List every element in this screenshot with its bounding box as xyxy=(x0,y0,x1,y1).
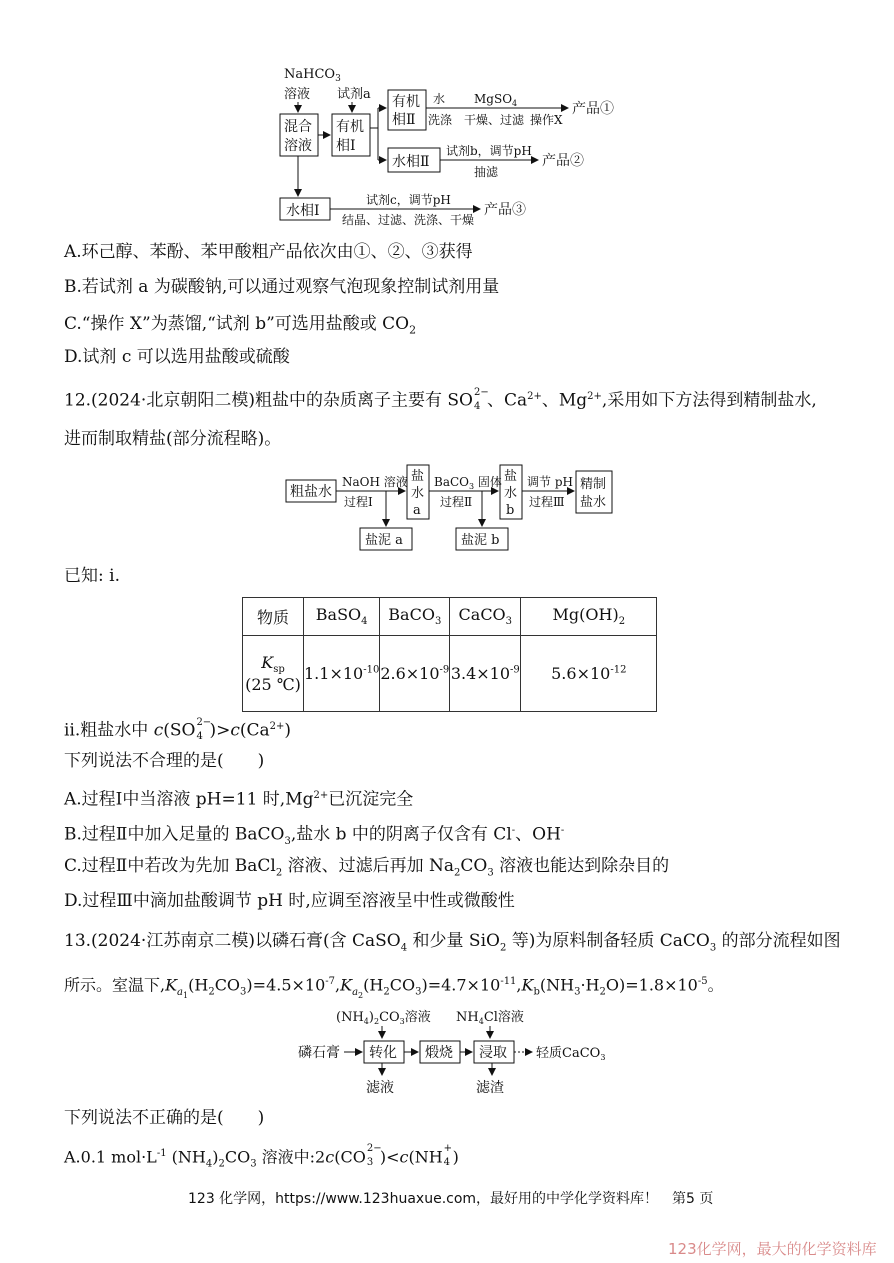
ksp-header-baso4: BaSO$_4$ xyxy=(304,598,380,636)
mixed-solution-label-1: 混合 xyxy=(284,119,312,135)
aqueous-phase-2-label: 水相Ⅱ xyxy=(392,154,430,170)
refined-brine-label-1: 精制 xyxy=(580,477,607,492)
adjust-ph-label: 调节 pH xyxy=(527,475,573,489)
q12-option-d: D.过程Ⅲ中滴加盐酸调节 pH 时,应调至溶液呈中性或微酸性 xyxy=(64,891,515,911)
process-1-label: 过程Ⅰ xyxy=(344,495,373,509)
phosphogypsum-label: 磷石膏 xyxy=(298,1045,340,1061)
reagent-b-label: 试剂b，调节pH xyxy=(446,144,532,158)
wash-label: 洗涤 xyxy=(428,113,453,127)
operation-x-label: 操作X xyxy=(530,113,563,127)
ksp-header-caco3: CaCO$_3$ xyxy=(450,598,521,636)
ksp-mgoh2-value: $5.6\times 10^{-12}$ xyxy=(521,636,657,712)
ksp-baco3-value: $2.6\times 10^{-9}$ xyxy=(380,636,450,712)
q13-stem-line1: 13.(2024·江苏南京二模)以磷石膏(含 CaSO$_4$ 和少量 SiO$_2$ 等)为原料制备轻质 CaCO$_3$ 的部分流程如图 xyxy=(64,931,841,954)
brine-b-label-2: 水 xyxy=(504,486,518,501)
q11-option-b: B.若试剂 a 为碳酸钠,可以通过观察气泡现象控制试剂用量 xyxy=(64,277,500,297)
organic-phase-2-label-1: 有机 xyxy=(392,94,420,110)
q11-option-c: C.“操作 X”为蒸馏,“试剂 b”可选用盐酸或 $CO_2$ xyxy=(64,314,417,337)
brine-b-label-3: b xyxy=(506,503,515,518)
product-1-label: 产品① xyxy=(572,101,614,117)
conversion-label: 转化 xyxy=(369,1045,397,1061)
ksp-baso4-value: $1.1\times 10^{-10}$ xyxy=(304,636,380,712)
filtrate-label: 滤液 xyxy=(366,1080,394,1096)
salt-mud-b-label: 盐泥 b xyxy=(461,533,500,548)
ksp-caco3-value: $3.4\times 10^{-9}$ xyxy=(450,636,521,712)
organic-phase-2-label-2: 相Ⅱ xyxy=(392,112,416,128)
q12-stem-line1: 12.(2024·北京朝阳二模)粗盐中的杂质离子主要有 SO 2− 4 、$Ca^{2+}$、$Mg^{2+}$,采用如下方法得到精制盐水, xyxy=(64,386,817,412)
q12-question: 下列说法不合理的是( ) xyxy=(64,751,265,771)
q12-stem-line2: 进而制取精盐(部分流程略)。 xyxy=(64,429,282,449)
mixed-solution-label-2: 溶液 xyxy=(284,138,312,154)
watermark: 123化学网，最大的化学资料库 xyxy=(668,1240,877,1258)
reagent-c-label: 试剂c，调节pH xyxy=(366,193,451,207)
water-label: 水 xyxy=(433,92,446,106)
brine-a-label-2: 水 xyxy=(411,486,425,501)
aqueous-phase-1-label: 水相Ⅰ xyxy=(286,203,320,219)
q12-option-b: B.过程Ⅱ中加入足量的 BaCO$_3$,盐水 b 中的阴离子仅含有 Cl-、OH- xyxy=(64,824,565,848)
ksp-header-substance: 物质 xyxy=(243,598,304,636)
ammonium-carbonate-label: $(NH_4)_2CO_3$溶液 xyxy=(336,1010,431,1026)
q13-option-a: A.0.1 $mol\cdot L^{-1}$ $(NH_4)_2CO_3$ 溶液中:2c(CO 2− 3 )<c(NH + 4 ) xyxy=(64,1143,459,1170)
nahco3-label: NaHCO$_3$ xyxy=(284,67,341,84)
q12-option-c: C.过程Ⅱ中若改为先加 BaCl$_2$ 溶液、过滤后再加 $Na_2CO_3$ 溶液也能达到除杂目的 xyxy=(64,856,670,879)
organic-phase-1-label-1: 有机 xyxy=(336,119,364,135)
crystallize-label: 结晶、过滤、洗涤、干燥 xyxy=(342,213,475,227)
dry-filter-label: 干燥、过滤 xyxy=(464,113,525,127)
leaching-label: 浸取 xyxy=(479,1045,507,1061)
known-label: 已知: ⅰ. xyxy=(64,566,120,586)
product-3-label: 产品③ xyxy=(484,202,526,218)
nahco3-solution-label: 溶液 xyxy=(284,87,311,102)
crude-brine-label: 粗盐水 xyxy=(290,484,332,500)
ksp-header-mgoh2: $Mg(OH)_2$ xyxy=(521,598,657,636)
naoh-label: NaOH 溶液 xyxy=(342,475,408,489)
salt-mud-a-label: 盐泥 a xyxy=(365,533,403,548)
brine-a-label-1: 盐 xyxy=(411,469,425,484)
brine-a-label-3: a xyxy=(413,503,421,518)
suction-filter-label: 抽滤 xyxy=(474,165,499,179)
q11-option-a: A.环己醇、苯酚、苯甲酸粗产品依次由①、②、③获得 xyxy=(64,242,473,262)
q13-question: 下列说法不正确的是( ) xyxy=(64,1108,265,1128)
ksp-header-baco3: BaCO$_3$ xyxy=(380,598,450,636)
calcination-label: 煅烧 xyxy=(425,1045,453,1061)
known-ii: ⅱ.粗盐水中 c(SO 2− 4 )$>c(Ca^{2+})$ xyxy=(64,716,292,742)
mgso4-label: MgSO$_4$ xyxy=(474,92,518,108)
ksp-row-label: $K_{sp}$ (25 ℃) xyxy=(243,636,304,712)
refined-brine-label-2: 盐水 xyxy=(580,495,607,510)
q11-option-d: D.试剂 c 可以选用盐酸或硫酸 xyxy=(64,347,290,367)
residue-label: 滤渣 xyxy=(476,1080,504,1096)
product-2-label: 产品② xyxy=(542,153,584,169)
q13-stem-line2: 所示。室温下$,K_{a_1}(H_2CO_3)=4.5\times 10^{-7},K_{a_2}(H_2CO_3)=4.7\times 10^{-11},K_b(NH_3\cdot H_2O)=1.8\times 10^{-5}$。 xyxy=(64,975,724,1000)
q12-option-a: A.过程Ⅰ中当溶液 pH=11 时$,Mg^{2+}$已沉淀完全 xyxy=(64,789,414,810)
reagent-a-label: 试剂a xyxy=(337,87,371,102)
process-3-label: 过程Ⅲ xyxy=(529,495,565,509)
light-caco3-label: 轻质CaCO$_3$ xyxy=(536,1046,606,1062)
brine-b-label-1: 盐 xyxy=(504,469,518,484)
page-footer: 123 化学网，https://www.123huaxue.com，最好用的中学化学资料库！ 第5 页 xyxy=(188,1191,714,1207)
ammonium-chloride-label: $NH_4Cl$溶液 xyxy=(456,1010,524,1026)
organic-phase-1-label-2: 相Ⅰ xyxy=(336,138,356,154)
baco3-label: BaCO$_3$ 固体 xyxy=(434,475,502,491)
process-2-label: 过程Ⅱ xyxy=(440,495,473,509)
